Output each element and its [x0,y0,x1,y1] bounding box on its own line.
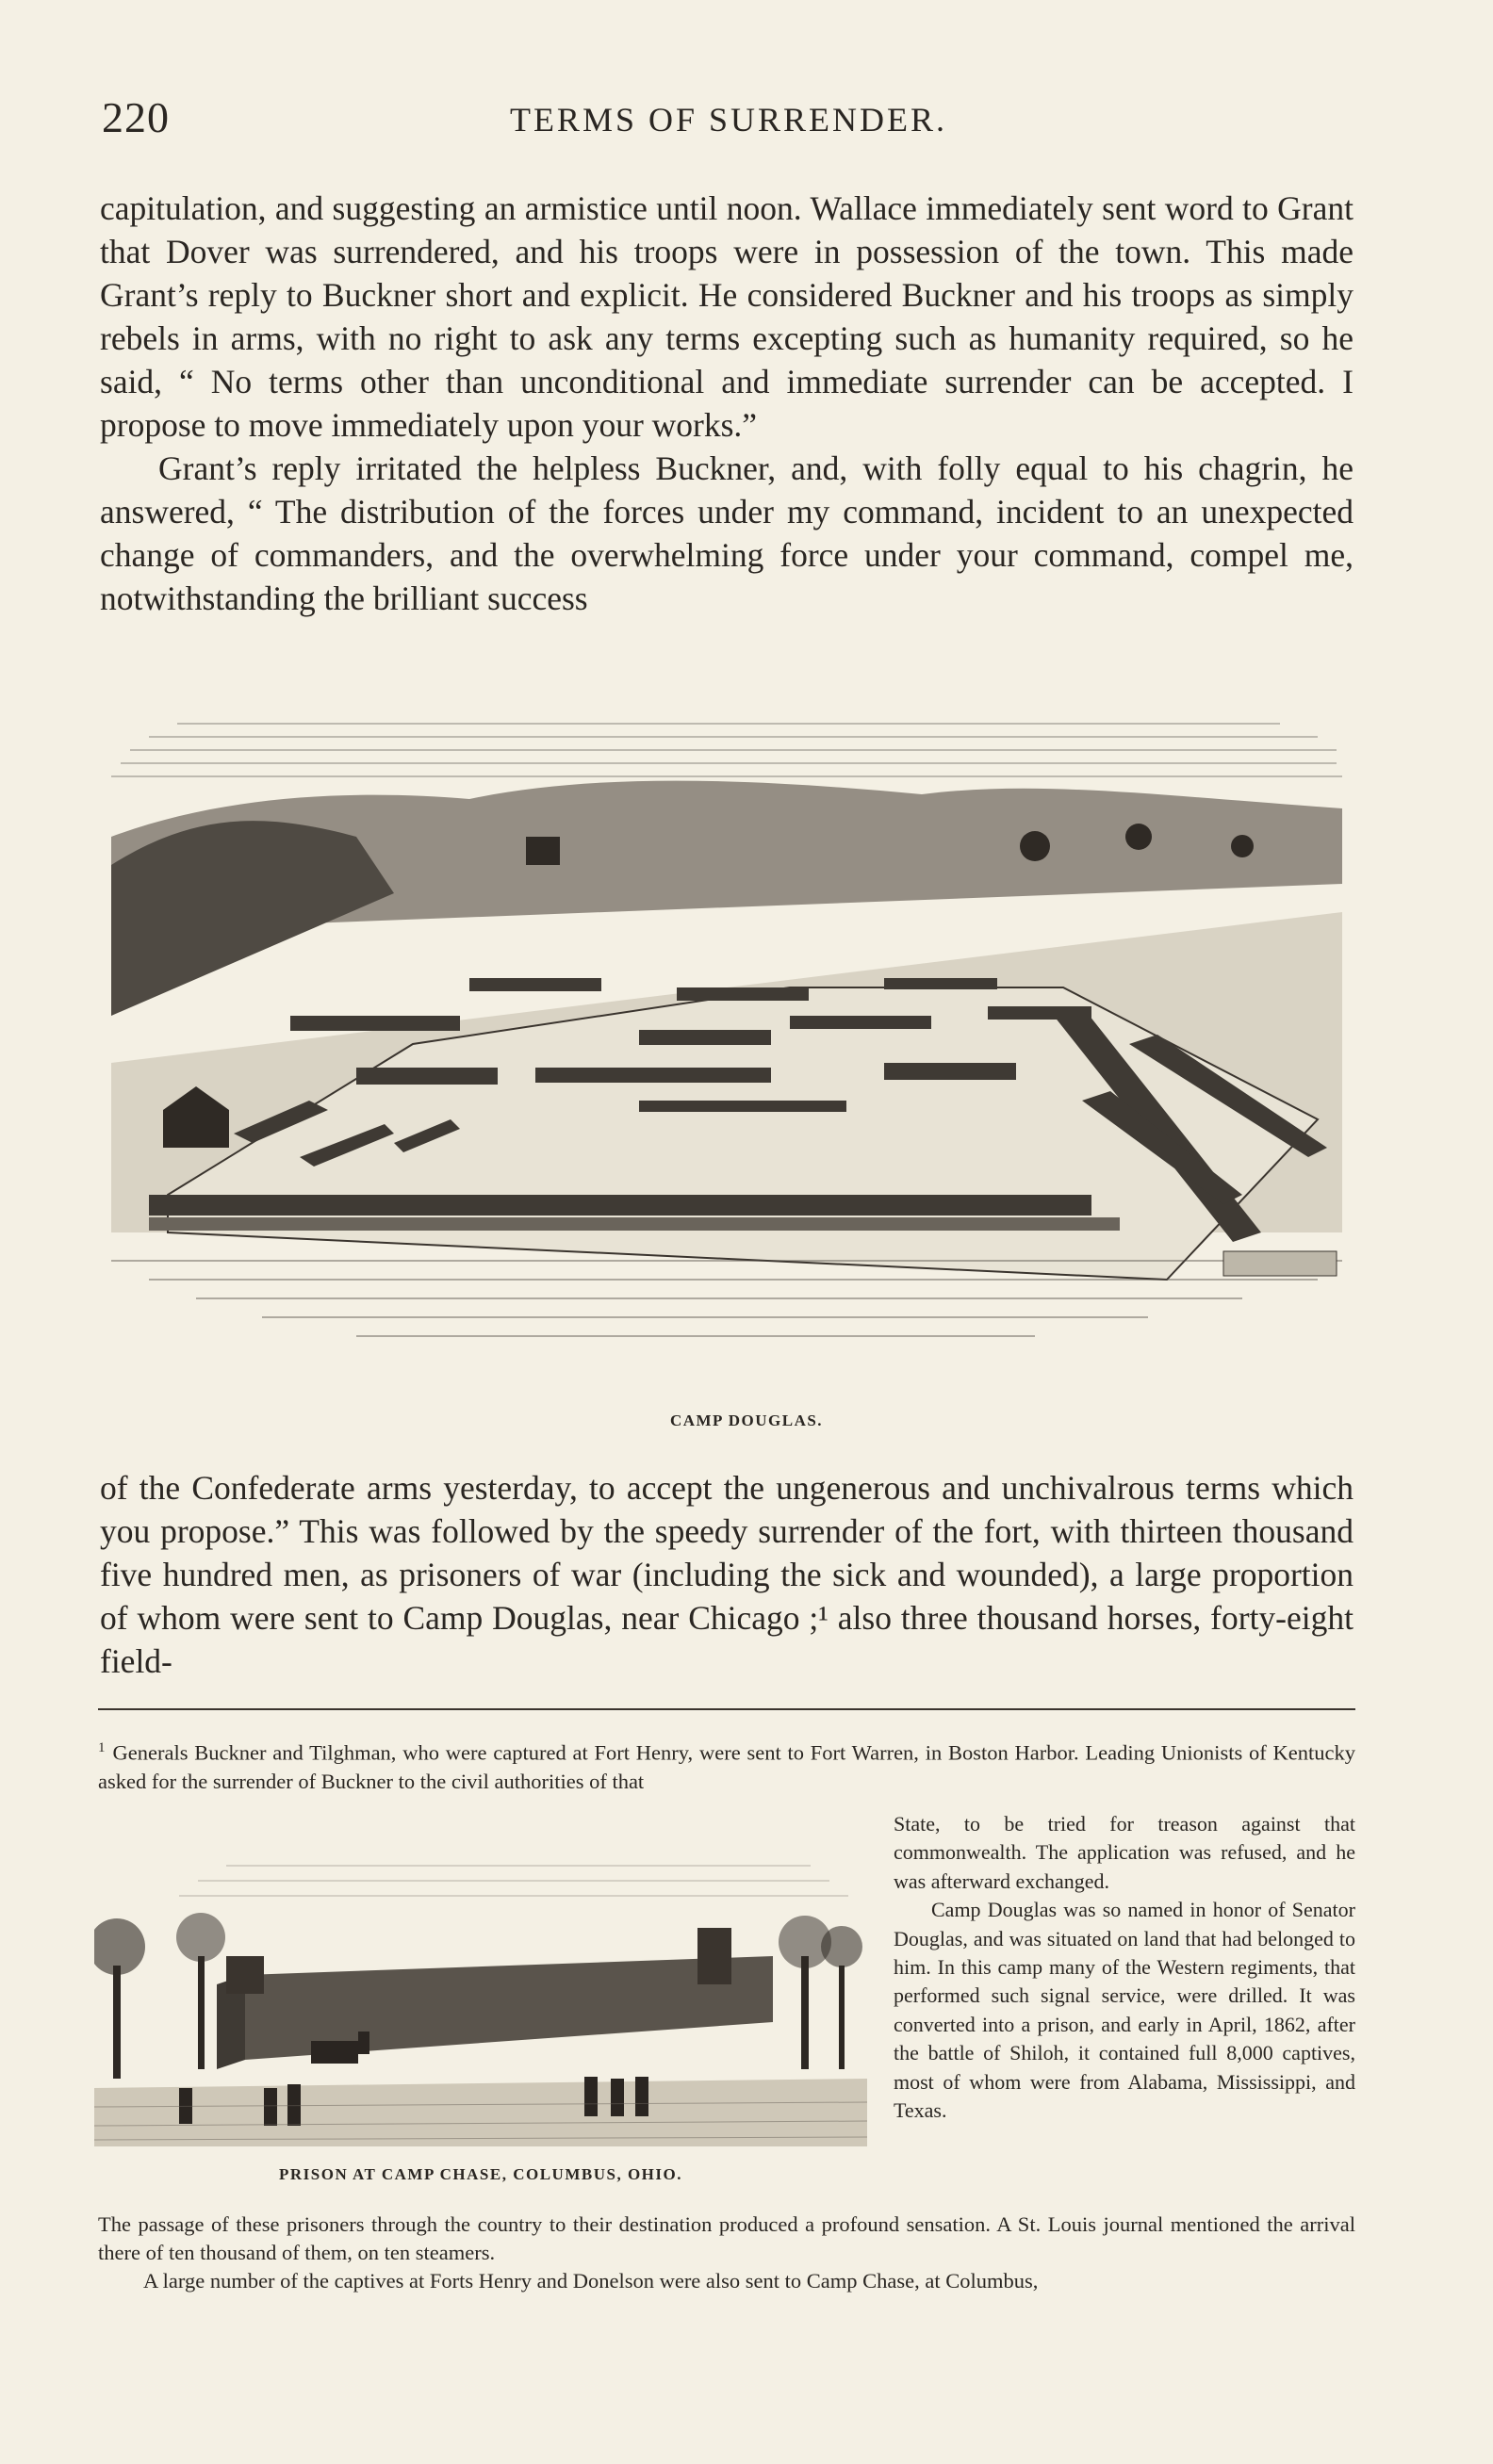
camp-douglas-illustration [111,705,1342,1366]
camp-chase-illustration [94,1852,867,2146]
footnote-paragraph: A large number of the captives at Forts Henry and Donelson were also sent to Camp Chase, at Columbus, [143,2269,1039,2293]
footnote-paragraph: The passage of these prisoners through the country to their destination produced a profound sensation. A St. Louis journal mentioned the arrival there of ten thousand of them, on ten steamers. [98,2212,1355,2264]
page-header [102,92,1355,149]
footnote-rule [98,1708,1355,1710]
paragraph: of the Confederate arms yesterday, to accept the ungenerous and unchivalrous terms which you propose.” This was followed by the speedy surrender of the fort, with thirteen thousand five hundred men, as prisoners of war (including the sick and wounded), a large proportion of whom were sent to Camp Douglas, near Chicago ;¹ also three thousand horses, forty-eight field- [100,1469,1354,1680]
footnote-1-start [98,1734,1355,1796]
footnote-text: Generals Buckner and Tilghman, who were captured at Fort Henry, were sent to Fort Warren, in Boston Harbor. Leading Unionists of Kentucky asked for the surrender of Buckner to the civil authorities of that [98,1740,1355,1793]
camp-douglas-engraving [111,705,1342,1366]
paragraph: Grant’s reply irritated the helpless Buckner, and, with folly equal to his chagrin, he answered, “ The distribution of the forces under my command, incident to an unexpected change of commanders, and the overwhelming force under your command, compel me, notwithstanding the brilliant success [100,449,1354,617]
body-text-bottom [100,1466,1354,1683]
page-number: 220 [102,93,170,141]
footnote-paragraph: State, to be tried for treason against that commonwealth. The application was refused, and he was afterward exchanged. [894,1812,1355,1893]
footnote-marker: 1 [98,1740,106,1755]
body-text-top [100,187,1354,620]
footnote-continuation [98,2211,1355,2295]
running-head: TERMS OF SURRENDER. [509,101,948,139]
camp-chase-engraving [94,1852,867,2146]
footnote-paragraph: Camp Douglas was so named in honor of Senator Douglas, and was situated on land that had belonged to him. In this camp many of the Western regiments, that performed such signal service, were drilled. It was converted into a prison, and early in April, 1862, after the battle of Shiloh, it contained full 8,000 captives, most of whom were from Alabama, Mississippi, and Texas. [894,1898,1355,2123]
paragraph: capitulation, and suggesting an armistice until noon. Wallace immediately sent word to Grant that Dover was surrendered, and his troops were in possession of the town. This made Grant’s reply to Buckner short and explicit. He considered Buckner and his troops as simply rebels in arms, with no right to ask any terms excepting such as humanity required, so he said, “ No terms other than unconditional and immediate surrender can be accepted. I propose to move immediately upon your works.” [100,189,1354,444]
footnote-column [894,1810,1355,2125]
figure-caption-camp-douglas: CAMP DOUGLAS. [669,1411,824,1429]
figure-caption-camp-chase: PRISON AT CAMP CHASE, COLUMBUS, OHIO. [279,2165,682,2183]
